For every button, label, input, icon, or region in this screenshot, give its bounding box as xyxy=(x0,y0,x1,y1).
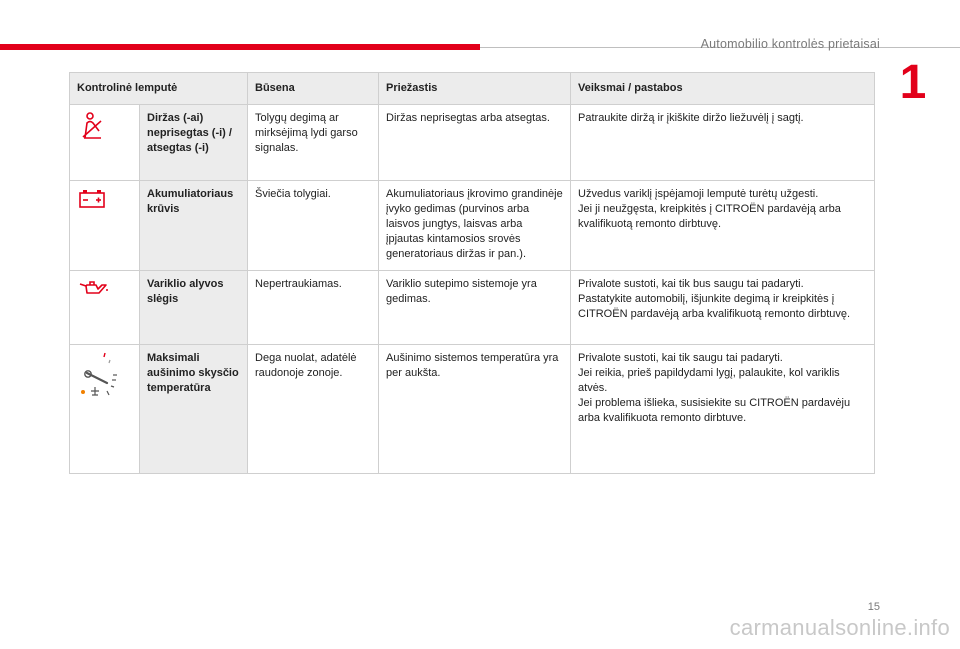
lamp-action: Privalote sustoti, kai tik bus saugu tai padaryti. Pastatykite automobilį, išjunkite degimą ir kreipkitės į CITROËN pardavėją arba kvalifikuotą remonto dirbtuvę. xyxy=(571,271,875,345)
lamp-cause: Diržas neprisegtas arba atsegtas. xyxy=(379,105,571,181)
column-header-action: Veiksmai / pastabos xyxy=(571,73,875,105)
lamp-state: Šviečia tolygiai. xyxy=(248,181,379,271)
column-header-cause: Priežastis xyxy=(379,73,571,105)
seatbelt-icon xyxy=(77,132,107,144)
icon-cell xyxy=(70,105,140,181)
lamp-state: Tolygų degimą ar mirksėjimą lydi garso signalas. xyxy=(248,105,379,181)
table-row xyxy=(70,271,875,345)
lamp-name: Variklio alyvos slėgis xyxy=(140,271,248,345)
icon-cell xyxy=(70,345,140,474)
coolant-temperature-icon xyxy=(77,392,121,404)
table-header-row xyxy=(70,73,875,105)
lamp-name: Maksimali aušinimo skysčio temperatūra xyxy=(140,345,248,474)
lamp-name: Diržas (-ai) neprisegtas (-i) / atsegtas (-i) xyxy=(140,105,248,181)
header-red-bar xyxy=(0,44,480,50)
lamp-action: Patraukite diržą ir įkiškite diržo liežuvėlį į sagtį. xyxy=(571,105,875,181)
lamp-name: Akumuliatoriaus krūvis xyxy=(140,181,248,271)
lamp-cause: Aušinimo sistemos temperatūra yra per aukšta. xyxy=(379,345,571,474)
oil-can-icon xyxy=(77,288,109,300)
icon-cell xyxy=(70,271,140,345)
table-row xyxy=(70,181,875,271)
watermark-text: carmanualsonline.info xyxy=(729,615,950,640)
lamp-action: Užvedus variklį įspėjamoji lemputė turėtų užgesti. Jei ji neužgęsta, kreipkitės į CITROËN pardavėją arba kvalifikuotą remonto dirbtuvę. xyxy=(571,181,875,271)
page-header-title: Automobilio kontrolės prietaisai xyxy=(700,37,880,51)
table-row xyxy=(70,345,875,474)
lamp-cause: Variklio sutepimo sistemoje yra gedimas. xyxy=(379,271,571,345)
battery-icon xyxy=(77,200,107,212)
column-header-state: Būsena xyxy=(248,73,379,105)
column-header-lamp: Kontrolinė lemputė xyxy=(70,73,248,105)
warning-lights-table xyxy=(69,72,875,474)
lamp-state: Dega nuolat, adatėlė raudonoje zonoje. xyxy=(248,345,379,474)
table-row xyxy=(70,105,875,181)
lamp-action: Privalote sustoti, kai tik saugu tai padaryti. Jei reikia, prieš papildydami lygį, palaukite, kol variklis atvės. Jei problema išlieka, susisiekite su CITROËN pardavėju arba kvalifikuota remonto dirbtuve. xyxy=(571,345,875,474)
lamp-state: Nepertraukiamas. xyxy=(248,271,379,345)
icon-cell xyxy=(70,181,140,271)
lamp-cause: Akumuliatoriaus įkrovimo grandinėje įvyko gedimas (purvinos arba laisvos jungtys, laisvas arba įpjautas kintamosios srovės generatoriaus diržas ir pan.). xyxy=(379,181,571,271)
page-number: 15 xyxy=(867,601,880,613)
chapter-number: 1 xyxy=(899,56,927,109)
